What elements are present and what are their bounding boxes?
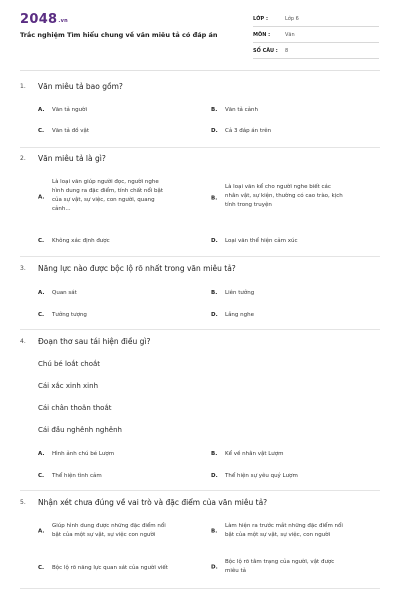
option-letter: B. (211, 107, 218, 113)
option-text-line: hình dung ra đặc điểm, tính chất nổi bật (52, 188, 164, 194)
option-letter: D. (211, 473, 218, 479)
logo-tld: .vn (58, 18, 69, 24)
option-text-line: tính trong truyện (225, 202, 272, 208)
option-c[interactable] (38, 127, 188, 136)
option-text (52, 522, 166, 540)
option-text: Thể hiện tình cảm (52, 473, 102, 479)
meta-subject (253, 28, 379, 43)
meta-count (253, 44, 379, 59)
option-b[interactable] (211, 106, 376, 115)
option-a[interactable] (38, 450, 188, 459)
question-divider (20, 256, 380, 257)
option-d[interactable] (211, 237, 376, 246)
option-letter: B. (211, 528, 218, 535)
option-b[interactable] (211, 450, 376, 459)
option-a[interactable] (38, 106, 188, 115)
option-text-line: Là loại văn giúp người đọc, người nghe (52, 179, 159, 185)
meta-subject-label: MÔN : (253, 32, 271, 38)
site-logo[interactable] (20, 12, 68, 27)
question-divider (20, 147, 380, 148)
option-text: Cả 3 đáp án trên (225, 128, 272, 134)
option-d[interactable] (211, 127, 376, 136)
meta-count-label: SỐ CÂU : (253, 48, 278, 54)
option-letter: A. (38, 107, 45, 113)
question-number: 4. (20, 338, 26, 345)
option-text: Lắng nghe (225, 312, 255, 318)
option-letter: B. (211, 290, 218, 296)
option-b[interactable] (211, 522, 380, 542)
option-letter: B. (211, 195, 218, 201)
option-text: Kể về nhân vật Lượm (225, 451, 284, 457)
option-letter: D. (211, 564, 218, 571)
question-number: 1. (20, 83, 26, 90)
question-number: 5. (20, 499, 26, 506)
question-2 (20, 154, 380, 254)
option-text: Thể hiện sự yêu quý Lượm (225, 473, 298, 479)
option-letter: D. (211, 312, 218, 318)
option-text-line: của sự vật, sự việc, con người, quang (52, 197, 155, 203)
option-text: Tưởng tượng (52, 312, 87, 318)
option-letter: A. (38, 194, 45, 201)
question-text: Văn miêu tả bao gồm? (38, 82, 123, 91)
option-text-line: Giúp hình dung được những đặc điểm nổi (52, 523, 166, 529)
document-header (0, 0, 400, 62)
option-text: Quan sát (52, 290, 77, 296)
option-b[interactable] (211, 183, 380, 214)
question-3 (20, 264, 380, 324)
option-text: Văn tả đồ vật (52, 128, 90, 134)
question-text: Năng lực nào được bộc lộ rõ nhất trong văn miêu tả? (38, 264, 236, 273)
option-text-line: bật của một sự vật, sự việc, con người (225, 532, 331, 538)
option-a[interactable] (38, 178, 206, 218)
option-a[interactable] (38, 522, 208, 542)
option-text: Bộc lộ rõ năng lực quan sát của người viết (52, 565, 168, 571)
option-letter: C. (38, 238, 45, 244)
meta-grade-value: Lớp 6 (285, 16, 299, 22)
option-text-line: Là loại văn kể cho người nghe biết các (225, 184, 331, 190)
option-text-line: miêu tả (225, 568, 247, 574)
option-text: Văn tả cảnh (225, 107, 259, 113)
option-text-line: bật của một sự vật, sự việc con người (52, 532, 156, 538)
option-a[interactable] (38, 289, 188, 298)
question-1 (20, 82, 380, 144)
option-c[interactable] (38, 311, 188, 320)
option-text-line: Làm hiện ra trước mắt những đặc điểm nổi (225, 523, 343, 529)
option-text (225, 522, 343, 540)
option-text (52, 178, 163, 214)
question-divider (20, 329, 380, 330)
page-title: Trắc nghiệm Tìm hiểu chung về văn miêu tả có đáp án (20, 31, 218, 39)
option-letter: B. (211, 451, 218, 457)
option-text: Văn tả người (52, 107, 87, 113)
poem-line: Cái đầu nghênh nghênh (38, 426, 122, 434)
question-text: Nhận xét chưa đúng về vai trò và đặc điểm của văn miêu tả? (38, 498, 268, 507)
option-text (225, 558, 334, 576)
option-d[interactable] (211, 311, 376, 320)
meta-grade (253, 12, 379, 27)
header-divider (20, 70, 380, 71)
meta-grade-label: LỚP : (253, 16, 268, 22)
meta-subject-value: Văn (285, 32, 295, 38)
question-text: Văn miêu tả là gì? (38, 154, 106, 163)
option-letter: C. (38, 128, 45, 134)
option-text (225, 183, 343, 210)
option-text-line: cảnh... (52, 206, 71, 212)
option-letter: A. (38, 451, 45, 457)
option-letter: C. (38, 312, 45, 318)
poem-line: Cái chân thoăn thoắt (38, 404, 112, 412)
meta-count-value: 8 (285, 48, 289, 54)
option-text: Loại văn thể hiện cảm xúc (225, 238, 298, 244)
option-text-line: nhân vật, sự kiện, thường có cao trào, kịch (225, 193, 343, 199)
question-divider (20, 588, 380, 589)
option-b[interactable] (211, 289, 376, 298)
option-letter: D. (211, 128, 218, 134)
option-letter: D. (211, 238, 218, 244)
logo-text: 2048 (20, 12, 58, 27)
option-c[interactable] (38, 472, 188, 481)
poem-line: Cái xắc xinh xinh (38, 382, 98, 390)
option-d[interactable] (211, 558, 380, 578)
option-text: Liên tưởng (225, 290, 255, 296)
question-divider (20, 490, 380, 491)
question-4 (20, 337, 380, 487)
option-d[interactable] (211, 472, 376, 481)
option-letter: A. (38, 290, 45, 296)
option-letter: A. (38, 528, 45, 535)
poem-line: Chú bé loắt choắt (38, 360, 101, 368)
question-number: 3. (20, 265, 26, 272)
question-text: Đoạn thơ sau tái hiện điều gì? (38, 337, 151, 346)
option-text: Hình ảnh chú bé Lượm (52, 451, 115, 457)
option-letter: C. (38, 473, 45, 479)
question-number: 2. (20, 155, 26, 162)
option-c[interactable] (38, 237, 188, 246)
option-c[interactable] (38, 564, 210, 573)
option-text: Không xác định được (52, 238, 110, 244)
option-letter: C. (38, 565, 45, 571)
question-5 (20, 498, 380, 586)
option-text-line: Bộc lộ rõ tâm trạng của người, vật được (225, 559, 335, 565)
